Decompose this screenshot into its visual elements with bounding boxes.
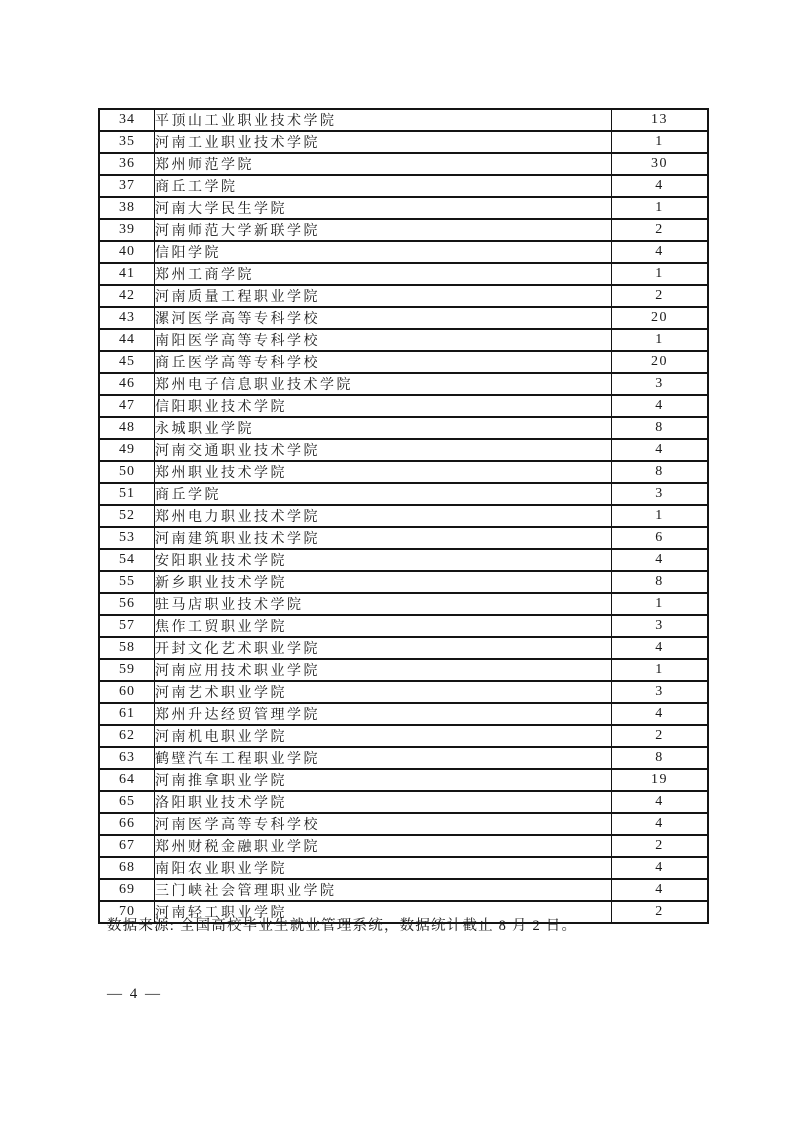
row-index-cell: 53 (99, 527, 155, 549)
count-cell: 1 (612, 197, 709, 219)
count-cell: 20 (612, 307, 709, 329)
table-row (99, 175, 708, 197)
row-index-cell: 45 (99, 351, 155, 373)
table-row (99, 703, 708, 725)
count-cell: 4 (612, 813, 709, 835)
school-name-cell: 商丘医学高等专科学校 (155, 351, 612, 373)
table-row (99, 109, 708, 131)
school-name-cell: 永城职业学院 (155, 417, 612, 439)
school-name-cell: 郑州师范学院 (155, 153, 612, 175)
count-cell: 4 (612, 439, 709, 461)
count-cell: 1 (612, 329, 709, 351)
count-cell: 4 (612, 703, 709, 725)
row-index-cell: 58 (99, 637, 155, 659)
table-row (99, 439, 708, 461)
table-row (99, 351, 708, 373)
row-index-cell: 56 (99, 593, 155, 615)
table-row (99, 505, 708, 527)
data-source-note: 数据来源: 全国高校毕业生就业管理系统，数据统计截止 8 月 2 日。 (107, 918, 578, 934)
school-name-cell: 商丘学院 (155, 483, 612, 505)
row-index-cell: 63 (99, 747, 155, 769)
table-row (99, 153, 708, 175)
table-row (99, 725, 708, 747)
school-name-cell: 郑州升达经贸管理学院 (155, 703, 612, 725)
table-row (99, 329, 708, 351)
row-index-cell: 36 (99, 153, 155, 175)
table-row (99, 219, 708, 241)
count-cell: 2 (612, 725, 709, 747)
table-row (99, 285, 708, 307)
table-row (99, 395, 708, 417)
school-name-cell: 平顶山工业职业技术学院 (155, 109, 612, 131)
table-row (99, 241, 708, 263)
table-row (99, 879, 708, 901)
count-cell: 1 (612, 659, 709, 681)
school-name-cell: 河南师范大学新联学院 (155, 219, 612, 241)
count-cell: 30 (612, 153, 709, 175)
count-cell: 8 (612, 571, 709, 593)
row-index-cell: 39 (99, 219, 155, 241)
count-cell: 3 (612, 373, 709, 395)
row-index-cell: 62 (99, 725, 155, 747)
count-cell: 2 (612, 285, 709, 307)
row-index-cell: 61 (99, 703, 155, 725)
row-index-cell: 44 (99, 329, 155, 351)
row-index-cell: 43 (99, 307, 155, 329)
count-cell: 2 (612, 835, 709, 857)
row-index-cell: 49 (99, 439, 155, 461)
row-index-cell: 52 (99, 505, 155, 527)
table-row (99, 197, 708, 219)
school-name-cell: 洛阳职业技术学院 (155, 791, 612, 813)
row-index-cell: 55 (99, 571, 155, 593)
table-row (99, 615, 708, 637)
count-cell: 4 (612, 395, 709, 417)
school-name-cell: 郑州财税金融职业学院 (155, 835, 612, 857)
school-name-cell: 郑州电子信息职业技术学院 (155, 373, 612, 395)
row-index-cell: 59 (99, 659, 155, 681)
school-name-cell: 新乡职业技术学院 (155, 571, 612, 593)
row-index-cell: 65 (99, 791, 155, 813)
row-index-cell: 50 (99, 461, 155, 483)
count-cell: 1 (612, 263, 709, 285)
school-name-cell: 河南艺术职业学院 (155, 681, 612, 703)
table-row (99, 857, 708, 879)
school-name-cell: 河南大学民生学院 (155, 197, 612, 219)
count-cell: 19 (612, 769, 709, 791)
count-cell: 13 (612, 109, 709, 131)
school-name-cell: 鹤壁汽车工程职业学院 (155, 747, 612, 769)
table-row (99, 263, 708, 285)
count-cell: 8 (612, 461, 709, 483)
school-name-cell: 河南质量工程职业学院 (155, 285, 612, 307)
school-name-cell: 河南工业职业技术学院 (155, 131, 612, 153)
school-name-cell: 郑州电力职业技术学院 (155, 505, 612, 527)
count-cell: 2 (612, 901, 709, 923)
row-index-cell: 38 (99, 197, 155, 219)
row-index-cell: 35 (99, 131, 155, 153)
school-name-cell: 河南推拿职业学院 (155, 769, 612, 791)
table-body (99, 109, 708, 923)
table-row (99, 791, 708, 813)
table-row (99, 813, 708, 835)
school-name-cell: 焦作工贸职业学院 (155, 615, 612, 637)
count-cell: 4 (612, 857, 709, 879)
row-index-cell: 34 (99, 109, 155, 131)
table-row (99, 373, 708, 395)
table-row (99, 747, 708, 769)
count-cell: 4 (612, 241, 709, 263)
school-name-cell: 河南机电职业学院 (155, 725, 612, 747)
school-name-cell: 三门峡社会管理职业学院 (155, 879, 612, 901)
school-name-cell: 驻马店职业技术学院 (155, 593, 612, 615)
row-index-cell: 48 (99, 417, 155, 439)
school-name-cell: 安阳职业技术学院 (155, 549, 612, 571)
page-number: — 4 — (107, 986, 162, 1002)
school-name-cell: 商丘工学院 (155, 175, 612, 197)
row-index-cell: 40 (99, 241, 155, 263)
count-cell: 1 (612, 505, 709, 527)
row-index-cell: 42 (99, 285, 155, 307)
row-index-cell: 60 (99, 681, 155, 703)
count-cell: 4 (612, 791, 709, 813)
count-cell: 4 (612, 637, 709, 659)
table-row (99, 131, 708, 153)
count-cell: 8 (612, 747, 709, 769)
school-name-cell: 郑州工商学院 (155, 263, 612, 285)
school-name-cell: 开封文化艺术职业学院 (155, 637, 612, 659)
count-cell: 3 (612, 483, 709, 505)
row-index-cell: 69 (99, 879, 155, 901)
school-name-cell: 河南轻工职业学院 (155, 901, 612, 923)
table-row (99, 769, 708, 791)
school-name-cell: 河南建筑职业技术学院 (155, 527, 612, 549)
row-index-cell: 57 (99, 615, 155, 637)
row-index-cell: 64 (99, 769, 155, 791)
table-row (99, 593, 708, 615)
row-index-cell: 66 (99, 813, 155, 835)
row-index-cell: 54 (99, 549, 155, 571)
school-name-cell: 南阳医学高等专科学校 (155, 329, 612, 351)
school-employment-table (98, 108, 709, 924)
count-cell: 4 (612, 879, 709, 901)
row-index-cell: 51 (99, 483, 155, 505)
table-row (99, 461, 708, 483)
school-name-cell: 信阳职业技术学院 (155, 395, 612, 417)
row-index-cell: 68 (99, 857, 155, 879)
table-row (99, 549, 708, 571)
row-index-cell: 41 (99, 263, 155, 285)
count-cell: 4 (612, 549, 709, 571)
table-row (99, 307, 708, 329)
school-name-cell: 信阳学院 (155, 241, 612, 263)
count-cell: 20 (612, 351, 709, 373)
count-cell: 1 (612, 593, 709, 615)
table-row (99, 417, 708, 439)
school-name-cell: 河南交通职业技术学院 (155, 439, 612, 461)
school-name-cell: 河南医学高等专科学校 (155, 813, 612, 835)
count-cell: 1 (612, 131, 709, 153)
count-cell: 3 (612, 681, 709, 703)
school-name-cell: 郑州职业技术学院 (155, 461, 612, 483)
count-cell: 2 (612, 219, 709, 241)
school-name-cell: 南阳农业职业学院 (155, 857, 612, 879)
row-index-cell: 67 (99, 835, 155, 857)
count-cell: 4 (612, 175, 709, 197)
table-row (99, 571, 708, 593)
table-row (99, 681, 708, 703)
count-cell: 3 (612, 615, 709, 637)
school-name-cell: 漯河医学高等专科学校 (155, 307, 612, 329)
table-row (99, 637, 708, 659)
count-cell: 8 (612, 417, 709, 439)
table-row (99, 835, 708, 857)
row-index-cell: 37 (99, 175, 155, 197)
row-index-cell: 46 (99, 373, 155, 395)
row-index-cell: 47 (99, 395, 155, 417)
row-index-cell: 70 (99, 901, 155, 923)
table-row (99, 527, 708, 549)
table-row (99, 659, 708, 681)
count-cell: 6 (612, 527, 709, 549)
table-row (99, 483, 708, 505)
school-name-cell: 河南应用技术职业学院 (155, 659, 612, 681)
